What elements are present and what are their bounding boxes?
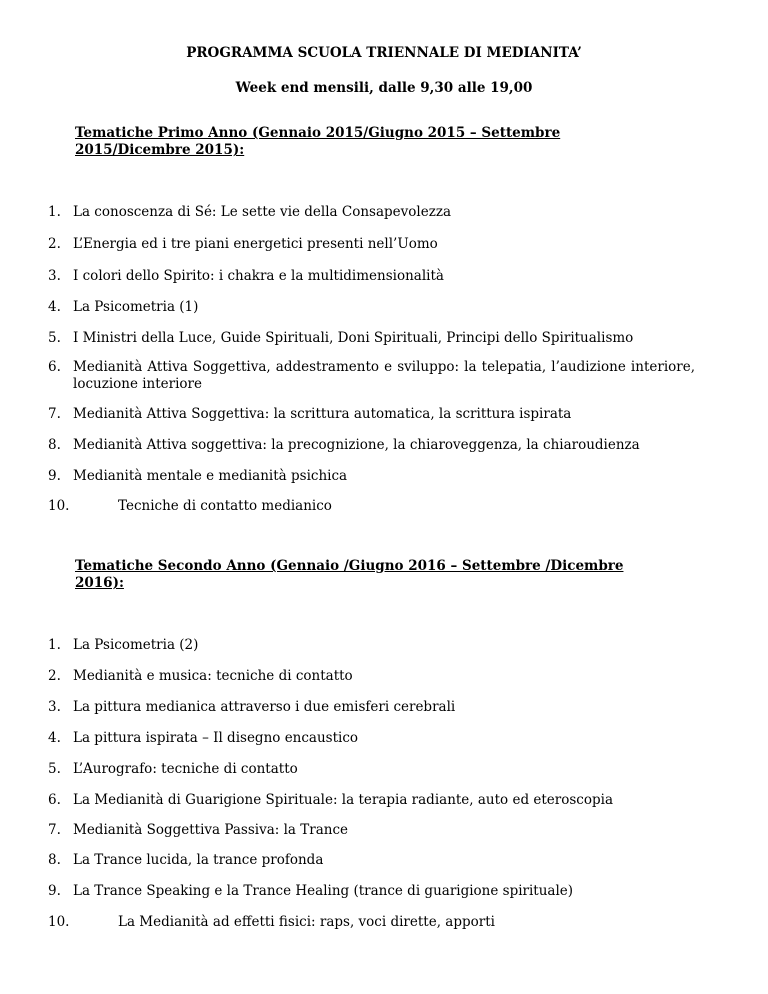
list-item-text: Tecniche di contatto medianico <box>118 498 332 514</box>
list-item-number: 7. <box>48 822 61 838</box>
list-item-text: La Trance lucida, la trance profonda <box>73 852 324 868</box>
list-item-number: 4. <box>48 299 61 315</box>
list-item-number: 4. <box>48 730 61 746</box>
list-item-number: 7. <box>48 406 61 422</box>
list-item-number: 5. <box>48 330 61 346</box>
list-item-text: La Medianità ad effetti fisici: raps, voci dirette, apporti <box>118 914 495 930</box>
list-item-text: La Psicometria (2) <box>73 637 199 653</box>
list-item-number: 1. <box>48 637 61 653</box>
list-item-text: La pittura medianica attraverso i due emisferi cerebrali <box>73 699 456 715</box>
list-item-text: La Medianità di Guarigione Spirituale: la terapia radiante, auto ed eteroscopia <box>73 792 613 808</box>
list-item-text: La Trance Speaking e la Trance Healing (trance di guarigione spirituale) <box>73 883 574 899</box>
list-item-text: Medianità Attiva Soggettiva: la scrittura automatica, la scrittura ispirata <box>73 406 572 422</box>
document-subtitle: Week end mensili, dalle 9,30 alle 19,00 <box>235 80 533 96</box>
list-item-number: 10. <box>48 498 70 514</box>
list-item-text: Medianità Attiva soggettiva: la precognizione, la chiaroveggenza, la chiaroudienza <box>73 437 640 453</box>
list-item-number: 10. <box>48 914 70 930</box>
list-item-text: L’Aurografo: tecniche di contatto <box>73 761 298 777</box>
list-item-text: La pittura ispirata – Il disegno encaustico <box>73 730 359 746</box>
list-item-number: 9. <box>48 468 61 484</box>
list-item-number: 1. <box>48 204 61 220</box>
list-item-text: I Ministri della Luce, Guide Spirituali, Doni Spirituali, Principi dello Spiritualismo <box>73 330 634 346</box>
list-item-number: 2. <box>48 668 61 684</box>
list-item-text: Medianità mentale e medianità psichica <box>73 468 348 484</box>
list-item-text: Medianità Attiva Soggettiva, addestramento e sviluppo: la telepatia, l’audizione interiore, locuzione interiore <box>73 359 695 392</box>
list-item-number: 6. <box>48 359 61 375</box>
list-item-number: 6. <box>48 792 61 808</box>
list-item-text: Medianità Soggettiva Passiva: la Trance <box>73 822 349 838</box>
list-item-text: I colori dello Spirito: i chakra e la multidimensionalità <box>73 268 444 284</box>
list-item-number: 8. <box>48 852 61 868</box>
list-item-number: 5. <box>48 761 61 777</box>
list-item-number: 8. <box>48 437 61 453</box>
list-item-text: Medianità e musica: tecniche di contatto <box>73 668 353 684</box>
list-item-text: La conoscenza di Sé: Le sette vie della Consapevolezza <box>73 204 451 220</box>
year2-heading: Tematiche Secondo Anno (Gennaio /Giugno 2016 – Settembre /Dicembre 2016): <box>75 558 624 591</box>
year1-heading: Tematiche Primo Anno (Gennaio 2015/Giugno 2015 – Settembre 2015/Dicembre 2015): <box>75 125 561 158</box>
list-item-number: 3. <box>48 268 61 284</box>
document-title: PROGRAMMA SCUOLA TRIENNALE DI MEDIANITA’ <box>186 45 582 61</box>
list-item-number: 9. <box>48 883 61 899</box>
list-item-text: La Psicometria (1) <box>73 299 199 315</box>
list-item-text: L’Energia ed i tre piani energetici presenti nell’Uomo <box>73 236 438 252</box>
list-item-number: 3. <box>48 699 61 715</box>
list-item-number: 2. <box>48 236 61 252</box>
